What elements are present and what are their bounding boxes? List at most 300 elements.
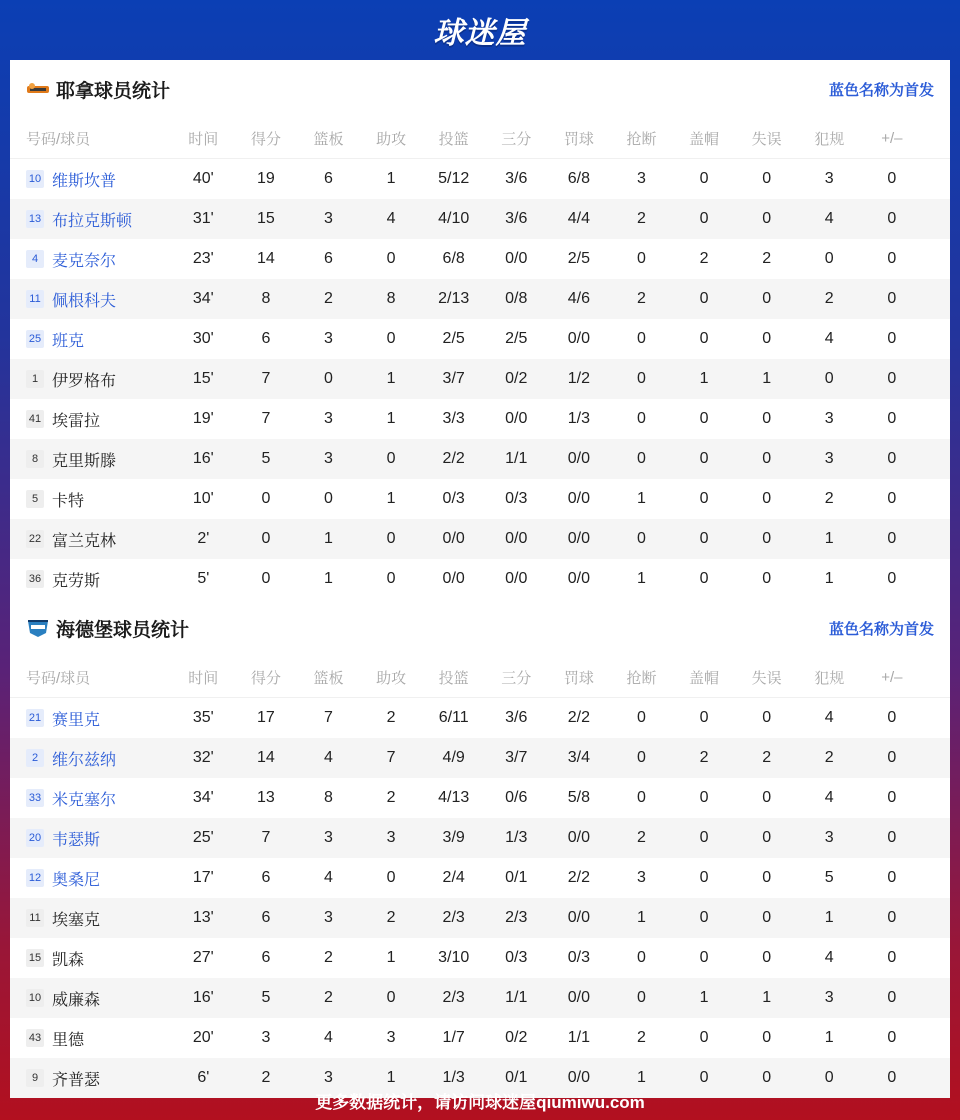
jersey-number-badge: 4 [26,250,44,268]
table-header [10,118,950,159]
team-section-jena [10,60,950,599]
stat-cell: 0/0 [505,530,528,547]
column-header: 犯规 [814,669,845,687]
stat-cell: 3 [637,869,646,886]
stats-panel [10,60,950,1089]
stat-cell: 0 [887,1069,897,1086]
jersey-number-badge: 8 [26,450,44,468]
section-title-text: 海德堡球员统计 [56,619,190,641]
table-row [10,698,950,738]
table-row [10,519,950,559]
stat-cell: 2 [824,290,834,307]
jersey-number-badge: 12 [26,869,44,887]
stat-cell: 0 [699,410,709,427]
stat-cell: 0 [824,250,834,267]
stat-cell: 23' [192,250,214,267]
stat-cell: 0 [637,330,646,347]
stat-cell: 0 [699,330,709,347]
stat-cell: 1/1 [567,1029,590,1046]
stat-cell: 31' [192,210,214,227]
stat-cell: 5/12 [438,170,470,187]
stat-cell: 0 [386,530,396,547]
stat-cell: 0 [324,490,333,507]
table-row [10,199,950,239]
table-row [10,319,950,359]
stat-cell: 0/3 [567,949,590,966]
player-cell [10,328,172,351]
stat-cell: 0/0 [567,330,590,347]
stat-cell: 34' [192,789,214,806]
stat-cell: 5 [824,869,834,886]
table-row [10,479,950,519]
stat-cell: 4 [324,869,333,886]
stat-cell: 3 [637,170,646,187]
jersey-number-badge: 22 [26,530,44,548]
stat-cell: 4 [386,210,396,227]
stat-cell: 27' [192,949,214,966]
column-header: 盖帽 [689,669,720,687]
table-row [10,898,950,938]
stat-cell: 3/9 [442,829,465,846]
stat-cell: 1 [824,570,834,587]
stat-cell: 6/8 [442,250,465,267]
jersey-number-badge: 10 [26,989,44,1007]
stat-cell: 0 [762,170,772,187]
player-cell [10,987,172,1010]
stat-cell: 0/1 [505,869,528,886]
stat-cell: 0 [699,530,709,547]
stat-cell: 13 [256,789,275,806]
stat-cell: 0/3 [505,949,528,966]
stat-cell: 0 [386,330,396,347]
player-cell [10,248,172,271]
player-name-link[interactable]: 伊罗格布 [52,372,117,390]
stat-cell: 0 [824,370,834,387]
stat-cell: 3/6 [505,170,528,187]
stat-cell: 1 [637,490,646,507]
column-header: 时间 [188,130,219,148]
section-title [26,76,170,103]
column-header: +/– [881,668,903,686]
stat-cell: 1/3 [567,410,590,427]
jersey-number-badge: 1 [26,370,44,388]
jersey-number-badge: 20 [26,829,44,847]
stat-cell: 0/3 [442,490,465,507]
column-header: 助攻 [376,669,407,687]
player-table [10,698,950,1098]
stat-cell: 10' [192,490,214,507]
player-name-link[interactable]: 埃雷拉 [52,412,101,430]
player-name-link[interactable]: 麦克奈尔 [52,252,117,270]
stat-cell: 0 [699,1029,709,1046]
stat-cell: 0 [699,709,709,726]
table-row [10,858,950,898]
stat-cell: 1 [386,370,396,387]
stat-cell: 2 [324,989,333,1006]
section-header [10,60,950,118]
stat-cell: 6 [324,170,333,187]
stat-cell: 0 [637,989,646,1006]
stat-cell: 2/2 [442,450,465,467]
stat-cell: 8 [261,290,271,307]
stat-cell: 0 [762,410,772,427]
stat-cell: 0/0 [567,909,590,926]
stat-cell: 2 [824,490,834,507]
section-title-text: 耶拿球员统计 [56,80,171,102]
stat-cell: 0 [887,330,897,347]
stat-cell: 7 [261,829,271,846]
stat-cell: 0 [324,370,333,387]
column-header: 得分 [250,130,281,148]
stat-cell: 0 [699,210,709,227]
stat-cell: 0 [699,170,709,187]
jersey-number-badge: 33 [26,789,44,807]
jersey-number-badge: 10 [26,170,44,188]
stat-cell: 3/6 [505,709,528,726]
stat-cell: 14 [256,749,275,766]
stat-cell: 3 [324,450,333,467]
stat-cell: 3/7 [442,370,465,387]
player-name-link[interactable]: 米克塞尔 [52,791,117,809]
table-row [10,399,950,439]
stat-cell: 4/13 [438,789,470,806]
player-name-link[interactable]: 齐普瑟 [52,1071,101,1089]
stat-cell: 1 [637,570,646,587]
table-row [10,738,950,778]
stat-cell: 0 [637,410,646,427]
brand-logo: 球迷屋 [433,17,527,50]
stat-cell: 0 [762,570,772,587]
player-name-link[interactable]: 威廉森 [52,991,101,1009]
section-title [26,615,189,642]
stat-cell: 2' [197,530,210,547]
stat-cell: 2/4 [442,869,465,886]
stat-cell: 0 [261,490,271,507]
table-header [10,657,950,698]
column-header: 时间 [188,669,219,687]
player-name-link[interactable]: 班克 [52,332,85,350]
stat-cell: 4/10 [438,210,470,227]
stat-cell: 3 [324,410,333,427]
stat-cell: 3/10 [438,949,470,966]
table-row [10,559,950,599]
stat-cell: 0 [887,789,897,806]
stat-cell: 32' [192,749,214,766]
player-cell [10,168,172,191]
stat-cell: 0 [637,450,646,467]
player-cell [10,947,172,970]
stat-cell: 3 [824,170,834,187]
stat-cell: 0 [762,789,772,806]
stat-cell: 16' [192,989,214,1006]
stat-cell: 1/3 [442,1069,465,1086]
stat-cell: 34' [192,290,214,307]
player-table [10,159,950,599]
stat-cell: 1 [762,989,772,1006]
column-header: 三分 [501,669,532,687]
stat-cell: 0 [637,530,646,547]
stat-cell: 3 [324,1069,333,1086]
stat-cell: 2 [699,250,709,267]
player-name-link[interactable]: 韦瑟斯 [52,831,101,849]
stat-cell: 0/0 [567,829,590,846]
player-cell [10,707,172,730]
stat-cell: 0 [386,869,396,886]
stat-cell: 2 [762,250,772,267]
stat-cell: 0/0 [567,450,590,467]
stat-cell: 3/4 [567,749,590,766]
stat-cell: 0 [699,949,709,966]
column-header: 罚球 [563,130,594,148]
player-cell [10,787,172,810]
stat-cell: 0/0 [442,570,465,587]
stat-cell: 3/7 [505,749,528,766]
stat-cell: 1/3 [505,829,528,846]
stat-cell: 0 [699,829,709,846]
column-header: +/– [881,129,903,147]
column-header: 三分 [501,130,532,148]
stat-cell: 2 [386,909,396,926]
stat-cell: 16' [192,450,214,467]
starter-note: 蓝色名称为首发 [828,620,934,638]
stat-cell: 4/6 [567,290,590,307]
stat-cell: 0 [762,709,772,726]
stat-cell: 0/0 [442,530,465,547]
stat-cell: 6 [261,330,271,347]
footer-link[interactable]: 更多数据统计，请访问球迷屋qiumiwu.com [315,1092,645,1112]
player-cell [10,747,172,770]
jersey-number-badge: 11 [26,909,44,927]
player-name-link[interactable]: 富兰克林 [52,532,117,550]
table-row [10,279,950,319]
column-header: 号码/球员 [26,669,91,687]
player-cell [10,408,172,431]
column-header: 盖帽 [689,130,720,148]
stat-cell: 30' [192,330,214,347]
stat-cell: 0 [762,490,772,507]
player-cell [10,528,172,551]
stat-cell: 3 [824,989,834,1006]
table-row [10,359,950,399]
stat-cell: 0/8 [505,290,528,307]
stat-cell: 2/5 [505,330,528,347]
stat-cell: 35' [192,709,214,726]
column-header: 犯规 [814,130,845,148]
stat-cell: 4 [824,330,834,347]
table-row [10,159,950,199]
stat-cell: 2 [637,210,646,227]
stat-cell: 0 [887,570,897,587]
stat-cell: 0 [887,450,897,467]
stat-cell: 0 [887,250,897,267]
stat-cell: 1 [762,370,772,387]
stat-cell: 0 [699,869,709,886]
stat-cell: 2 [261,1069,271,1086]
player-name-link[interactable]: 佩根科夫 [52,292,117,310]
stat-cell: 3 [824,450,834,467]
jersey-number-badge: 13 [26,210,44,228]
stat-cell: 2 [637,829,646,846]
stat-cell: 0/0 [567,989,590,1006]
stat-cell: 1 [824,1029,834,1046]
column-header: 篮板 [313,669,344,687]
stat-cell: 0 [887,170,897,187]
stat-cell: 6/8 [567,170,590,187]
stat-cell: 3 [824,829,834,846]
stat-cell: 6 [324,250,333,267]
stat-cell: 3 [386,829,396,846]
column-header: 得分 [250,669,281,687]
stat-cell: 2 [762,749,772,766]
stat-cell: 0 [386,250,396,267]
column-header: 抢断 [626,130,657,148]
stat-cell: 0/1 [505,1069,528,1086]
stat-cell: 2/13 [438,290,470,307]
player-cell [10,1027,172,1050]
stat-cell: 2/3 [442,909,465,926]
stat-cell: 0 [637,789,646,806]
column-header: 助攻 [376,130,407,148]
stat-cell: 0/3 [505,490,528,507]
stat-cell: 0 [762,869,772,886]
stat-cell: 1 [386,410,396,427]
jersey-number-badge: 15 [26,949,44,967]
stat-cell: 2 [386,709,396,726]
stat-cell: 3 [324,210,333,227]
player-cell [10,907,172,930]
stat-cell: 1 [386,949,396,966]
stat-cell: 0 [762,290,772,307]
player-name-link[interactable]: 克劳斯 [52,572,101,590]
table-row [10,778,950,818]
stat-cell: 5 [261,989,271,1006]
stat-cell: 3/3 [442,410,465,427]
stat-cell: 2/5 [567,250,590,267]
team-logo-icon [26,618,50,638]
stat-cell: 40' [192,170,214,187]
stat-cell: 0 [762,1069,772,1086]
stat-cell: 4 [824,210,834,227]
player-name-link[interactable]: 埃塞克 [52,911,101,929]
jersey-number-badge: 21 [26,709,44,727]
stat-cell: 1/2 [567,370,590,387]
stat-cell: 4/4 [567,210,590,227]
stat-cell: 0 [637,749,646,766]
stat-cell: 0 [762,330,772,347]
stat-cell: 0 [637,949,646,966]
player-cell [10,368,172,391]
player-name-link[interactable]: 凯森 [52,951,85,969]
player-name-link[interactable]: 奥桑尼 [52,871,101,889]
stat-cell: 0 [637,709,646,726]
stat-cell: 4 [324,1029,333,1046]
stat-cell: 0 [762,210,772,227]
stat-cell: 0 [887,1029,897,1046]
stat-cell: 0 [887,909,897,926]
stat-cell: 4 [824,789,834,806]
stat-cell: 15' [192,370,214,387]
column-header: 篮板 [313,130,344,148]
stat-cell: 1 [386,170,396,187]
stat-cell: 4 [824,709,834,726]
stat-cell: 1/1 [505,450,528,467]
stat-cell: 2 [699,749,709,766]
player-name-link[interactable]: 里德 [52,1031,85,1049]
player-name-link[interactable]: 布拉克斯顿 [52,212,133,230]
stat-cell: 1 [324,530,333,547]
stat-cell: 6 [261,949,271,966]
stat-cell: 0 [261,530,271,547]
column-header: 投篮 [438,130,469,148]
stat-cell: 25' [192,829,214,846]
stat-cell: 0 [887,370,897,387]
stat-cell: 17' [192,869,214,886]
stat-cell: 1 [699,370,709,387]
stat-cell: 0 [824,1069,834,1086]
stat-cell: 2/2 [567,709,590,726]
stat-cell: 2 [637,1029,646,1046]
column-header: 号码/球员 [26,130,91,148]
jersey-number-badge: 11 [26,290,44,308]
player-cell [10,208,172,231]
player-name-link[interactable]: 赛里克 [52,711,101,729]
stat-cell: 15 [256,210,275,227]
player-name-link[interactable]: 卡特 [52,492,85,510]
team-section-heidelberg [10,599,950,1098]
stat-cell: 0 [699,490,709,507]
player-name-link[interactable]: 维斯坎普 [52,172,117,190]
stat-cell: 19 [256,170,275,187]
table-row [10,938,950,978]
stat-cell: 0 [887,829,897,846]
stat-cell: 0/2 [505,370,528,387]
stat-cell: 0 [887,989,897,1006]
stat-cell: 0 [699,1069,709,1086]
stat-cell: 7 [261,410,271,427]
table-row [10,978,950,1018]
stat-cell: 5/8 [567,789,590,806]
jersey-number-badge: 36 [26,570,44,588]
stat-cell: 4/9 [442,749,465,766]
stat-cell: 7 [261,370,271,387]
jersey-number-badge: 5 [26,490,44,508]
stat-cell: 0 [887,869,897,886]
player-name-link[interactable]: 克里斯滕 [52,452,117,470]
table-row [10,1018,950,1058]
column-header: 罚球 [563,669,594,687]
stat-cell: 1/7 [442,1029,465,1046]
stat-cell: 1 [386,490,396,507]
stat-cell: 0 [887,749,897,766]
stat-cell: 5 [261,450,271,467]
column-header: 抢断 [626,669,657,687]
stat-cell: 2 [386,789,396,806]
team-logo-icon [26,79,50,99]
jersey-number-badge: 25 [26,330,44,348]
stat-cell: 1 [699,989,709,1006]
stat-cell: 0/0 [505,410,528,427]
stat-cell: 0 [386,450,396,467]
stat-cell: 0 [762,450,772,467]
stat-cell: 6/11 [438,709,469,726]
column-header: 失误 [751,130,782,148]
stat-cell: 14 [256,250,275,267]
jersey-number-badge: 2 [26,749,44,767]
player-cell [10,448,172,471]
stat-cell: 0 [699,909,709,926]
stat-cell: 0 [762,909,772,926]
player-name-link[interactable]: 维尔兹纳 [52,751,117,769]
